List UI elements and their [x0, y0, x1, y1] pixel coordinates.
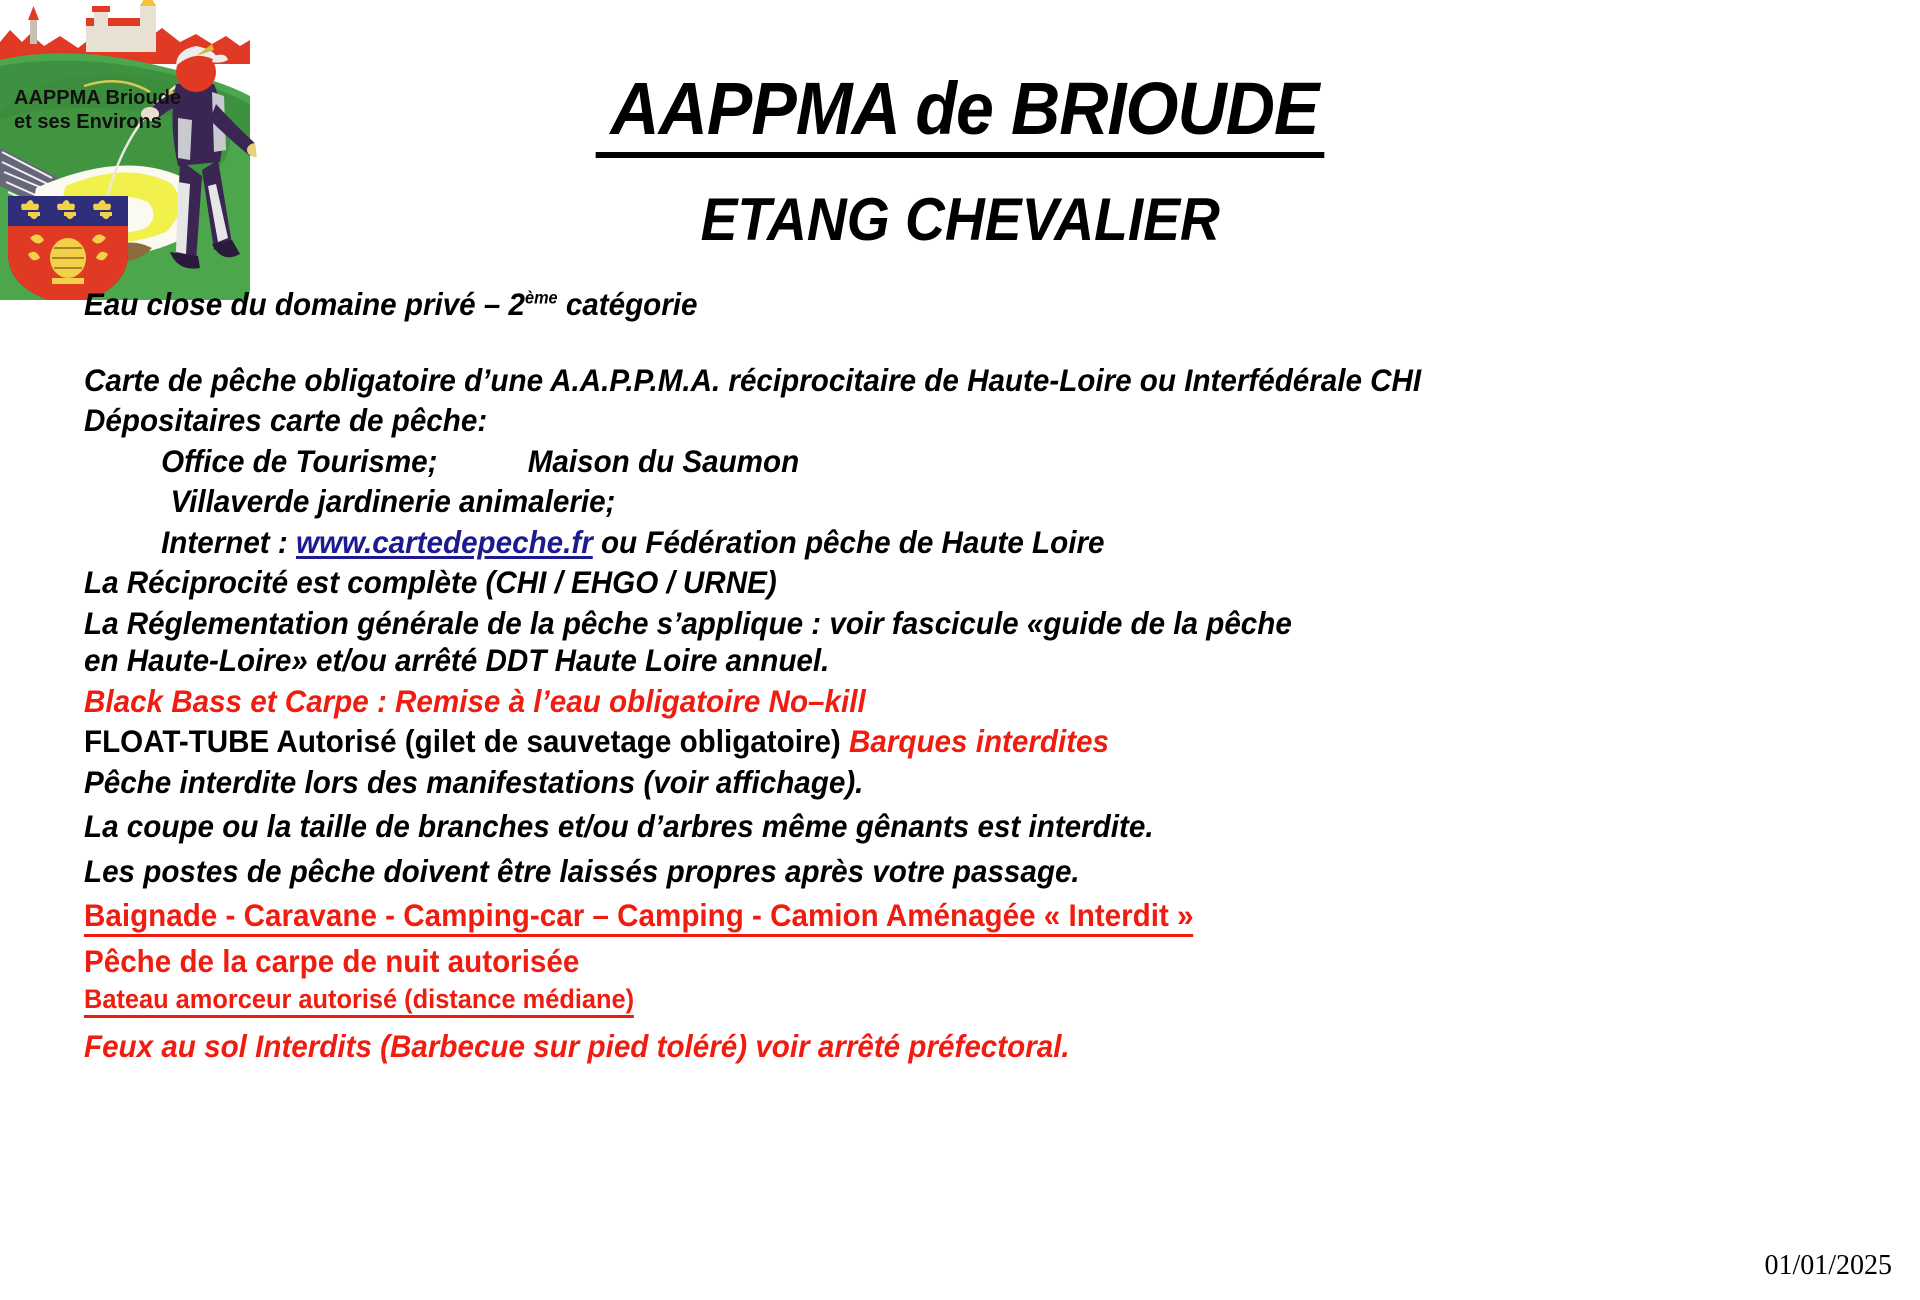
page-title-text: AAPPMA de BRIOUDE — [596, 72, 1324, 158]
line-keep-swims-clean: Les postes de pêche doivent être laissés propres après votre passage. — [84, 852, 1080, 889]
line-fishing-card-required: Carte de pêche obligatoire d’une A.A.P.P.M.A. réciprocitaire de Haute-Loire ou Interfédérale CHI — [84, 361, 1422, 398]
line-float-tube — [84, 723, 1776, 759]
line-reciprocite: La Réciprocité est complète (CHI / EHGO / URNE) — [84, 564, 777, 600]
line-depositaires-heading: Dépositaires carte de pêche: — [84, 402, 488, 438]
line-water-category — [84, 286, 1776, 322]
depositaire-maison-saumon: Maison du Saumon — [527, 442, 800, 479]
logo-caption-line2: et ses Environs — [14, 111, 162, 133]
line-black-bass-nokill: Black Bass et Carpe : Remise à l’eau obligatoire No–kill — [84, 682, 866, 719]
line-reglementation-2: en Haute-Loire» et/ou arrêté DDT Haute Loire annuel. — [84, 642, 830, 678]
line-depositaire-row-2: Villaverde jardinerie animalerie; — [170, 483, 616, 519]
page-subtitle — [0, 186, 1920, 253]
category-suffix: catégorie — [557, 286, 698, 322]
line-no-cutting-branches: La coupe ou la taille de branches et/ou d’arbres même gênants est interdite. — [84, 808, 1154, 844]
internet-suffix: ou Fédération pêche de Haute Loire — [592, 523, 1105, 560]
line-no-ground-fires: Feux au sol Interdits (Barbecue sur pied toléré) voir arrêté préfectoral. — [84, 1028, 1070, 1064]
line-bait-boat-allowed — [84, 986, 1776, 1018]
document-date: 01/01/2025 — [1764, 1250, 1892, 1281]
internet-label: Internet : — [161, 523, 296, 560]
cartedepeche-link[interactable]: www.cartedepeche.fr — [295, 523, 593, 560]
category-superscript: ème — [525, 287, 558, 308]
boats-forbidden-text: Barques interdites — [849, 723, 1110, 759]
line-internet — [84, 523, 1776, 560]
bait-boat-text: Bateau amorceur autorisé (distance médiane) — [84, 986, 634, 1018]
depositaire-office-tourisme: Office de Tourisme; — [161, 442, 438, 479]
float-tube-allowed-text: FLOAT-TUBE Autorisé (gilet de sauvetage obligatoire) — [84, 723, 850, 759]
line-reglementation-1: La Réglementation générale de la pêche s’applique : voir fascicule «guide de la pêche — [84, 604, 1292, 641]
line-night-carp-allowed: Pêche de la carpe de nuit autorisée — [84, 942, 580, 979]
line-no-fishing-events: Pêche interdite lors des manifestations (voir affichage). — [84, 763, 864, 800]
line-depositaire-row-1 — [84, 442, 1776, 479]
logo-caption-line1: AAPPMA Brioude — [14, 87, 182, 109]
camping-forbidden-text: Baignade - Caravane - Camping-car – Camping - Camion Aménagée « Interdit » — [84, 900, 1194, 937]
page-title — [0, 67, 1920, 158]
page-subtitle-text: ETANG CHEVALIER — [700, 186, 1220, 253]
regulations-body — [84, 286, 1884, 1064]
line-camping-forbidden — [84, 897, 1776, 937]
category-prefix: Eau close du domaine privé – 2 — [84, 286, 526, 322]
